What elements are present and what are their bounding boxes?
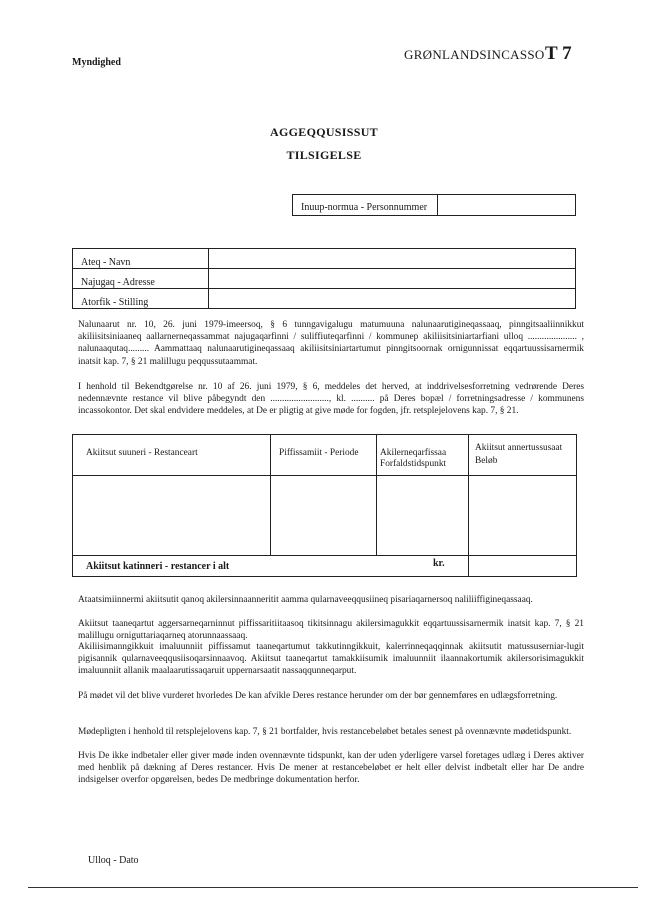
col-period-header: Piffissamiit - Periode <box>279 448 359 458</box>
col-divider-2 <box>376 435 377 555</box>
paragraph-2: Akiitsut taaneqartut aggersarneqarninnut piffissaritiitaasoq tikitsinnagu akilersimagukkit eqqartuussisarnermik inatsit kap. 7, § 21 malillugu orniguttariaqarneq atorunnaassaaq. <box>78 619 584 642</box>
paragraph-6: Hvis De ikke indbetaler eller giver møde inden ovennævnte tidspunkt, kan der uden yderligere varsel foretages udlæg i Deres aktiver med henblik på dækning af Deres restancer. Hvis De mener at restancebeløbet er helt eller delvist indbetalt eller har De andre indsigelser overfor opgørelsen, bedes De medbringe dokumentation herfor. <box>78 751 584 786</box>
signature-line <box>28 887 638 888</box>
paragraph-4: På mødet vil det blive vurderet hvorledes De kan afvikle Deres restance herunder om der bør gennemføres en udlægsforretning. <box>78 691 558 701</box>
identity-row-address <box>73 269 576 289</box>
cpr-box <box>292 194 576 216</box>
notice-danish: I henhold til Bekendtgørelse nr. 10 af 26. juni 1979, § 6, meddeles det herved, at inddrivelsesforretning vedrørende Deres nedennævnte restance vil blive påbegyndt den ........................., kl. .......... på Deres bopæl / forretningsadresse / kommunens incassokontor. Det skal endvidere meddeles, at De er pligtig at give møde for fogden, jfr. retsplejelovens kap. 7, § 21. <box>78 382 584 417</box>
title-greenlandic: AGGEQQUSISSUT <box>270 125 378 139</box>
col-amount-header-1: Akiitsut annertussusaat <box>475 443 563 453</box>
paragraph-3: Akiliisimanngikkuit imaluunniit piffissamut taaneqartumut takkutinngikkuit, kalerrinneqaqqinnak akiitsutit matussuserniar-lugit pigisannik qularnaveeqqusiisoqarsinnaavoq. Akiitsut taaneqartut tamakkiisumik imaluunniit ilaannakortumik akilersorisimagukkit imaluunniit allanik maalaarutissaqaruit uppernarsaatit nassaqqunneqarput. <box>78 642 584 677</box>
col-divider-1 <box>270 435 271 555</box>
position-label: Atorfik - Stilling <box>73 289 209 309</box>
form-code: T 7 <box>545 43 572 64</box>
date-signature-label: Ulloq - Dato <box>88 855 139 866</box>
name-field[interactable] <box>209 249 576 269</box>
col-type-header: Akiitsut suuneri - Restanceart <box>86 448 198 458</box>
cpr-divider <box>437 195 438 215</box>
restance-table <box>72 434 577 577</box>
identity-table <box>72 248 576 309</box>
notice-greenlandic: Nalunaarut nr. 10, 26. juni 1979-imeersoq, § 6 tunngavigalugu matumuuna nalunaarutigineqassaaq, pinngitsaaliinnikkut akiliisitsiniaaneq aallarnerneqassammat najugaqarfinni / suliffiuteqarfinni / kommunep akiliisitsiniartarfiani ulloq ..................... , nalunaaqutaq......... Aammattaaq nalunaarutigineqassaaq akiliisitsiniartartumut pinngitsoornak ornigunnissat eqqartuussisarnermik inatsit kap. 7, § 21 malillugu peqqussutaammat. <box>78 320 584 367</box>
total-divider <box>73 555 577 556</box>
cpr-label: Inuup-normua - Personnummer <box>301 202 428 213</box>
organization-name: GRØNLANDSINCASSO <box>404 47 545 62</box>
position-field[interactable] <box>209 289 576 309</box>
authority-label: Myndighed <box>72 57 121 68</box>
currency-label: kr. <box>433 558 445 569</box>
header-divider <box>73 475 577 476</box>
name-label: Ateq - Navn <box>73 249 209 269</box>
title-danish: TILSIGELSE <box>286 148 362 162</box>
total-label: Akiitsut katinneri - restancer i alt <box>86 561 230 572</box>
address-field[interactable] <box>209 269 576 289</box>
address-label: Najugaq - Adresse <box>73 269 209 289</box>
col-due-header-1: Akilerneqarfissaa <box>380 448 447 458</box>
identity-row-position <box>73 289 576 309</box>
paragraph-5: Mødepligten i henhold til retsplejelovens kap. 7, § 21 bortfalder, hvis restancebeløbet betales senest på ovennævnte mødetidspunkt. <box>78 727 572 737</box>
col-amount-header-2: Beløb <box>475 456 498 466</box>
col-due-header-2: Forfaldstidspunkt <box>380 459 447 469</box>
identity-row-name <box>73 249 576 269</box>
paragraph-1: Ataatsimiinnermi akiitsutit qanoq akilersinnaanneritit aamma qularnaveeqqusiineq pisariaqarnersoq naliliiffigineqassaaq. <box>78 595 533 605</box>
